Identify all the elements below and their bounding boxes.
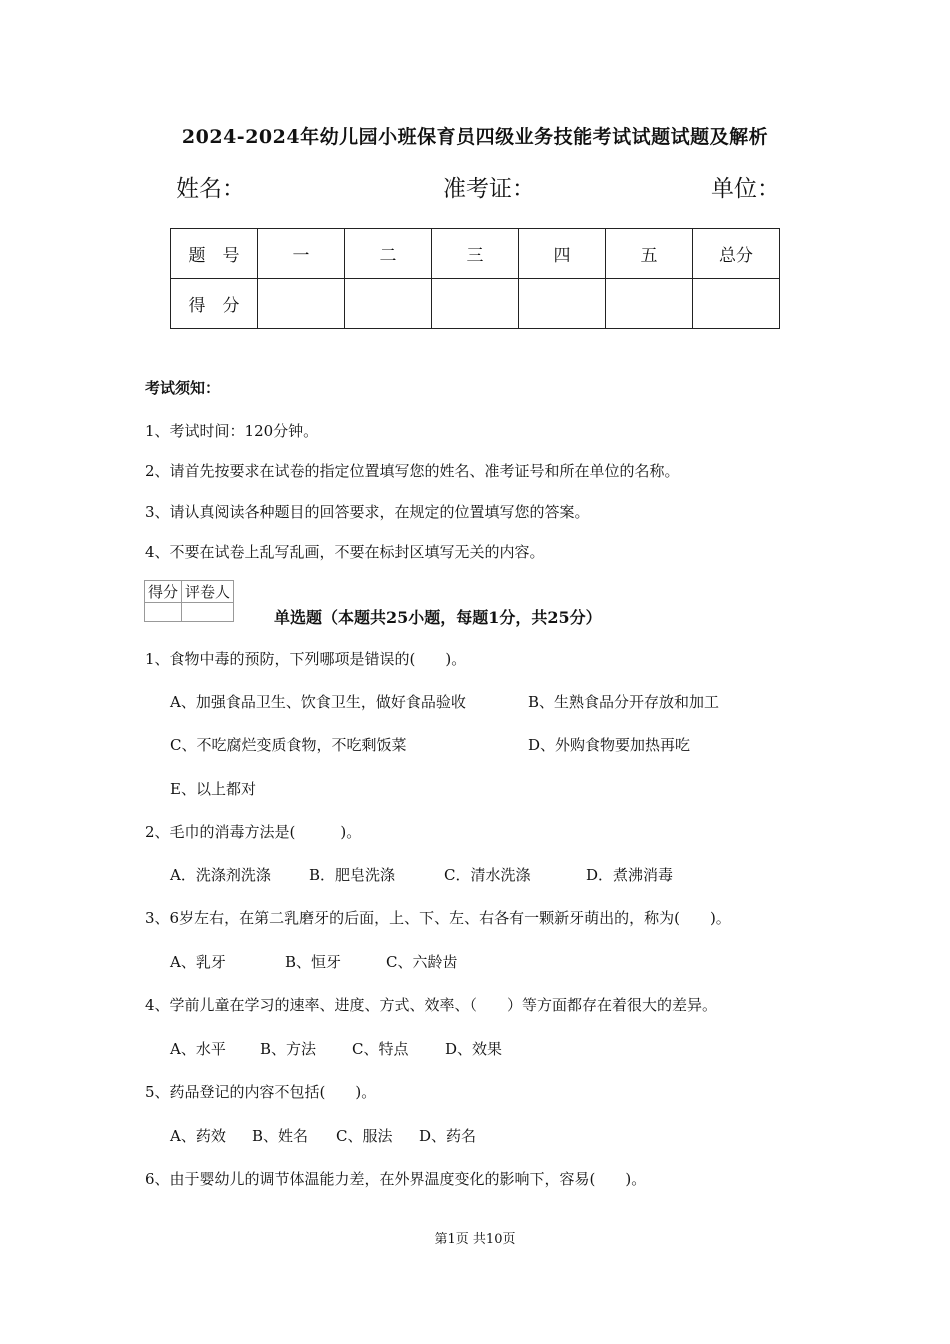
grader-score-cell[interactable] (145, 603, 182, 622)
score-cell[interactable] (693, 279, 780, 329)
question-option: B、方法 (260, 1040, 317, 1058)
question-option: B．肥皂洗涤 (309, 866, 396, 884)
question-text: 6、由于婴幼儿的调节体温能力差，在外界温度变化的影响下，容易( )。 (145, 1170, 647, 1188)
score-header-cell: 五 (606, 229, 693, 279)
question-text: 1、食物中毒的预防，下列哪项是错误的( )。 (145, 650, 467, 668)
question-option: D、药名 (419, 1127, 477, 1145)
grader-table (144, 580, 234, 622)
question-option: D、效果 (445, 1040, 503, 1058)
question-option: A、水平 (170, 1040, 226, 1058)
question-option: B、姓名 (252, 1127, 309, 1145)
notice-item: 4、不要在试卷上乱写乱画，不要在标封区填写无关的内容。 (145, 543, 545, 561)
unit-label: 单位： (711, 176, 780, 202)
question-option: C、特点 (352, 1040, 409, 1058)
question-option: C．清水洗涤 (444, 866, 531, 884)
question-option: D．煮沸消毒 (586, 866, 674, 884)
score-header-cell: 三 (432, 229, 519, 279)
score-header-cell: 总分 (693, 229, 780, 279)
question-option: A、药效 (170, 1127, 226, 1145)
question-option: E、以上都对 (170, 780, 256, 798)
exam-id-label: 准考证： (443, 176, 535, 202)
notice-heading: 考试须知： (145, 379, 221, 397)
score-table-score-row (171, 279, 780, 329)
notice-item: 2、请首先按要求在试卷的指定位置填写您的姓名、准考证号和所在单位的名称。 (145, 462, 680, 480)
section-title: 单选题（本题共25小题，每题1分，共25分） (274, 608, 602, 627)
question-option: C、服法 (336, 1127, 393, 1145)
name-label: 姓名： (176, 176, 245, 202)
score-table-header-row (171, 229, 780, 279)
question-option: C、六龄齿 (386, 953, 458, 971)
score-cell[interactable] (345, 279, 432, 329)
notice-item: 3、请认真阅读各种题目的回答要求，在规定的位置填写您的答案。 (145, 503, 590, 521)
question-option: A．洗涤剂洗涤 (170, 866, 271, 884)
notice-item: 1、考试时间：120分钟。 (145, 422, 319, 440)
document-title: 2024-2024年幼儿园小班保育员四级业务技能考试试题试题及解析 (181, 126, 769, 148)
question-option: B、恒牙 (285, 953, 342, 971)
score-table (170, 228, 780, 329)
question-option: C、不吃腐烂变质食物，不吃剩饭菜 (170, 736, 407, 754)
score-cell[interactable] (519, 279, 606, 329)
grader-score-label: 得分 (145, 581, 182, 603)
score-row-label: 得 分 (171, 279, 258, 329)
score-header-cell: 四 (519, 229, 606, 279)
page-footer: 第1页 共10页 (434, 1232, 516, 1247)
question-text: 5、药品登记的内容不包括( )。 (145, 1083, 377, 1101)
score-cell[interactable] (606, 279, 693, 329)
question-text: 3、6岁左右，在第二乳磨牙的后面，上、下、左、右各有一颗新牙萌出的，称为( )。 (145, 909, 731, 927)
question-option: A、加强食品卫生、饮食卫生，做好食品验收 (170, 693, 466, 711)
question-text: 2、毛巾的消毒方法是( )。 (145, 823, 362, 841)
score-cell[interactable] (432, 279, 519, 329)
question-text: 4、学前儿童在学习的速率、进度、方式、效率、（ ）等方面都存在着很大的差异。 (145, 996, 718, 1014)
question-option: A、乳牙 (170, 953, 226, 971)
question-option: B、生熟食品分开存放和加工 (528, 693, 720, 711)
grader-name-label: 评卷人 (182, 581, 234, 603)
score-header-cell: 二 (345, 229, 432, 279)
score-cell[interactable] (258, 279, 345, 329)
score-header-cell: 题 号 (171, 229, 258, 279)
question-option: D、外购食物要加热再吃 (528, 736, 691, 754)
grader-name-cell[interactable] (182, 603, 234, 622)
score-header-cell: 一 (258, 229, 345, 279)
